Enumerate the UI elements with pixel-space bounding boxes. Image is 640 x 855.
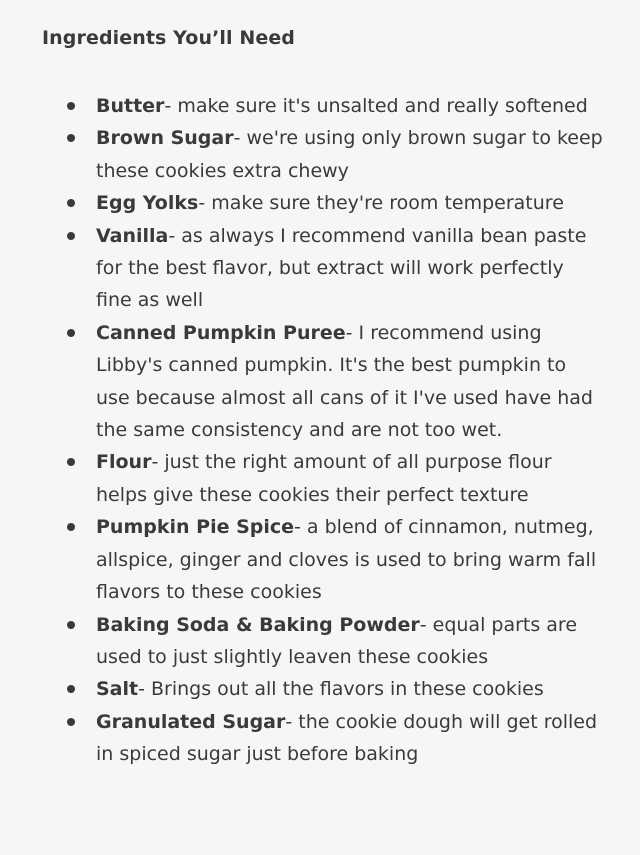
ingredient-name: Canned Pumpkin Puree	[96, 321, 346, 344]
ingredient-name: Egg Yolks	[96, 192, 199, 215]
ingredient-description: - we're using only brown sugar to keep these cookies extra chewy	[96, 127, 603, 182]
ingredient-item-egg-yolks	[0, 187, 640, 219]
ingredient-description: - the cookie dough will get rolled in spiced sugar just before baking	[96, 710, 598, 766]
section-heading: Ingredients You’ll Need	[42, 27, 296, 49]
ingredient-description: - Brings out all the flavors in these cookies	[138, 678, 544, 701]
bullet-icon	[67, 458, 75, 466]
ingredient-item-vanilla	[0, 220, 640, 317]
ingredient-name: Baking Soda & Baking Powder	[96, 613, 420, 636]
ingredient-item-brown-sugar	[0, 122, 640, 187]
ingredient-item-butter	[0, 90, 640, 122]
ingredient-description: - a blend of cinnamon, nutmeg, allspice, ginger and cloves is used to bring warm fall flavors to these cookies	[96, 516, 597, 604]
bullet-icon	[67, 523, 75, 531]
ingredient-description: - just the right amount of all purpose flour helps give these cookies their perfect texture	[96, 451, 552, 506]
bullet-icon	[67, 232, 75, 240]
ingredient-item-salt	[0, 673, 640, 705]
ingredient-description: - make sure it's unsalted and really softened	[164, 95, 588, 117]
ingredient-item-pumpkin-pie-spice	[0, 511, 640, 608]
bullet-icon	[67, 685, 75, 693]
ingredient-list	[0, 90, 640, 771]
bullet-icon	[67, 102, 75, 110]
ingredient-description: - make sure they're room temperature	[198, 192, 564, 215]
ingredient-name: Vanilla	[96, 224, 169, 247]
bullet-icon	[67, 134, 75, 142]
bullet-icon	[67, 621, 75, 629]
ingredient-description: - equal parts are used to just slightly leaven these cookies	[96, 613, 578, 668]
bullet-icon	[67, 718, 75, 726]
ingredient-item-baking-soda-powder	[0, 609, 640, 674]
ingredient-name: Salt	[96, 678, 139, 701]
bullet-icon	[67, 329, 75, 337]
ingredient-description: - as always I recommend vanilla bean paste for the best flavor, but extract will work perfectly fine as well	[96, 224, 587, 312]
ingredient-name: Flour	[96, 451, 152, 474]
ingredient-item-granulated-sugar	[0, 706, 640, 771]
ingredient-name: Pumpkin Pie Spice	[96, 516, 295, 539]
ingredient-item-canned-pumpkin-puree	[0, 317, 640, 447]
ingredient-name: Brown Sugar	[96, 127, 234, 150]
ingredient-item-flour	[0, 446, 640, 511]
ingredient-name: Granulated Sugar	[96, 710, 286, 733]
ingredient-name: Butter	[96, 95, 165, 117]
ingredient-description: - I recommend using Libby's canned pumpkin. It's the best pumpkin to use because almost all cans of it I've used have had the same consistency and are not too wet.	[96, 321, 593, 442]
bullet-icon	[67, 199, 75, 207]
